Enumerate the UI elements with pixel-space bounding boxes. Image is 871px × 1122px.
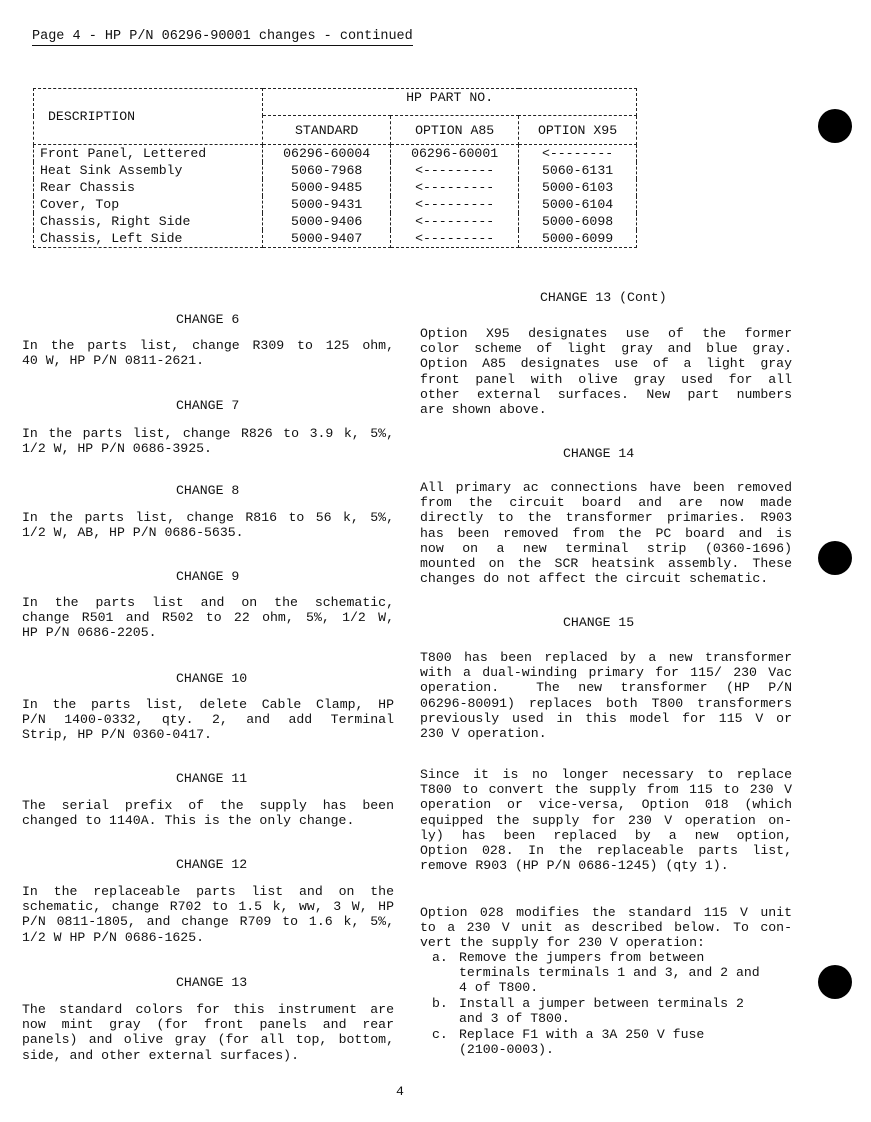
table-row <box>34 230 637 248</box>
cell-x95: 5000-6099 <box>519 230 637 248</box>
text-line: T800 has been replaced by a new transformer <box>420 650 792 665</box>
cell-description: Cover, Top <box>34 196 263 213</box>
section-paragraph <box>420 767 792 873</box>
section-heading: CHANGE 9 <box>176 569 240 584</box>
cell-standard: 5060-7968 <box>263 162 391 179</box>
text-line: to a 230 V unit as described below. To con- <box>420 920 792 936</box>
text-line: Option X95 designates use of the former <box>420 326 792 341</box>
cell-standard: 5000-9485 <box>263 179 391 196</box>
text-line: ly) has been replaced by a new option, <box>420 827 792 843</box>
cell-a85: <--------- <box>391 196 519 213</box>
step-letter: c. <box>432 1027 448 1042</box>
section-heading: CHANGE 15 <box>563 615 635 630</box>
text-line: directly to the transformer primaries. R903 <box>420 510 792 526</box>
section-paragraph <box>420 650 792 741</box>
text-line: 06296-80091) replaces both T800 transformers <box>420 695 792 711</box>
text-line: Option 028 modifies the standard 115 V unit <box>420 905 792 920</box>
text-line: side, and other external surfaces). <box>22 1047 299 1063</box>
col-group: HP PART NO. <box>263 89 637 116</box>
text-line: In the parts list, change R826 to 3.9 k, 5%, <box>22 426 394 441</box>
page-number: 4 <box>396 1084 404 1099</box>
cell-description: Chassis, Left Side <box>34 230 263 248</box>
section-heading: CHANGE 13 (Cont) <box>540 290 667 305</box>
text-line: In the parts list, change R816 to 56 k, 5%, <box>22 510 394 525</box>
cell-x95: 5060-6131 <box>519 162 637 179</box>
section-heading: CHANGE 6 <box>176 312 240 327</box>
step-text <box>459 996 779 1026</box>
text-line: In the replaceable parts list and on the <box>22 884 394 899</box>
col-standard: STANDARD <box>263 116 391 145</box>
section-heading: CHANGE 13 <box>176 975 248 990</box>
section-paragraph <box>22 510 394 540</box>
text-line: Install a jumper between terminals 2 <box>459 996 744 1012</box>
text-line: Strip, HP P/N 0360-0417. <box>22 727 212 743</box>
section-paragraph <box>22 595 394 641</box>
text-line: 230 V operation. <box>420 726 547 742</box>
cell-description: Rear Chassis <box>34 179 263 196</box>
text-line: other external surfaces. New part numbers <box>420 386 792 402</box>
text-line: HP P/N 0686-2205. <box>22 625 157 641</box>
text-line: 4 of T800. <box>459 980 539 996</box>
step-text <box>459 950 779 996</box>
table-row <box>34 213 637 230</box>
text-line: from the circuit board and are now made <box>420 495 792 511</box>
cell-description: Front Panel, Lettered <box>34 145 263 163</box>
binder-hole <box>818 541 852 575</box>
text-line: P/N 0811-1805, and change R709 to 1.6 k, 5%, <box>22 914 394 930</box>
text-line: All primary ac connections have been removed <box>420 480 792 495</box>
cell-x95: 5000-6104 <box>519 196 637 213</box>
cell-description: Chassis, Right Side <box>34 213 263 230</box>
cell-standard: 5000-9406 <box>263 213 391 230</box>
text-line: now on a new terminal strip (0360-1696) <box>420 540 792 556</box>
text-line: Since it is no longer necessary to replace <box>420 767 792 782</box>
text-line: Option 028. In the replaceable parts list, <box>420 843 792 859</box>
section-heading: CHANGE 14 <box>563 446 635 461</box>
text-line: vert the supply for 230 V operation: <box>420 935 705 951</box>
text-line: has been removed from the PC board and is <box>420 525 792 541</box>
text-line: T800 to convert the supply from 115 to 230 V <box>420 782 792 798</box>
section-heading: CHANGE 7 <box>176 398 240 413</box>
col-a85: OPTION A85 <box>391 116 519 145</box>
text-line: previously used in this model for 115 V or <box>420 710 792 726</box>
cell-a85: <--------- <box>391 230 519 248</box>
text-line: (2100-0003). <box>459 1042 554 1058</box>
cell-a85: <--------- <box>391 162 519 179</box>
section-paragraph <box>22 697 394 743</box>
text-line: front panel with olive gray used for all <box>420 371 792 387</box>
text-line: panels) and olive gray (for all top, bottom, <box>22 1032 394 1048</box>
text-line: color scheme of light gray and blue gray. <box>420 341 792 357</box>
text-line: Option A85 designates use of a light gray <box>420 356 792 372</box>
text-line: 1/2 W, HP P/N 0686-3925. <box>22 441 212 457</box>
text-line: schematic, change R702 to 1.5 k, ww, 3 W, HP <box>22 899 394 915</box>
binder-hole <box>818 965 852 999</box>
text-line: and 3 of T800. <box>459 1011 570 1027</box>
text-line: equipped the supply for 230 V operation on- <box>420 812 792 828</box>
text-line: Remove the jumpers from between <box>459 950 705 965</box>
text-line: In the parts list and on the schematic, <box>22 595 394 610</box>
text-line: change R501 and R502 to 22 ohm, 5%, 1/2 W, <box>22 610 394 626</box>
text-line: 1/2 W HP P/N 0686-1625. <box>22 929 205 945</box>
section-heading: CHANGE 10 <box>176 671 248 686</box>
cell-x95: 5000-6098 <box>519 213 637 230</box>
section-paragraph <box>22 338 394 368</box>
cell-description: Heat Sink Assembly <box>34 162 263 179</box>
col-x95: OPTION X95 <box>519 116 637 145</box>
cell-a85: <--------- <box>391 213 519 230</box>
text-line: 40 W, HP P/N 0811-2621. <box>22 353 205 369</box>
table-row <box>34 179 637 196</box>
section-paragraph <box>22 798 394 828</box>
cell-standard: 5000-9407 <box>263 230 391 248</box>
text-line: Replace F1 with a 3A 250 V fuse <box>459 1027 705 1042</box>
text-line: The standard colors for this instrument are <box>22 1002 394 1017</box>
cell-standard: 5000-9431 <box>263 196 391 213</box>
text-line: are shown above. <box>420 402 547 418</box>
text-line: terminals terminals 1 and 3, and 2 and <box>459 965 760 981</box>
cell-a85: <--------- <box>391 179 519 196</box>
table-row <box>34 145 637 163</box>
step-letter: b. <box>432 996 448 1012</box>
section-paragraph <box>22 884 394 945</box>
table-row <box>34 162 637 179</box>
step-text <box>459 1027 779 1057</box>
section-heading: CHANGE 11 <box>176 771 248 786</box>
page-header: Page 4 - HP P/N 06296-90001 changes - continued <box>32 29 413 44</box>
text-line: 1/2 W, AB, HP P/N 0686-5635. <box>22 525 244 541</box>
text-line: operation or vice-versa, Option 018 (which <box>420 797 792 813</box>
cell-standard: 06296-60004 <box>263 145 391 163</box>
text-line: In the parts list, change R309 to 125 ohm, <box>22 338 394 353</box>
col-description: DESCRIPTION <box>34 89 263 145</box>
section-heading: CHANGE 12 <box>176 857 248 872</box>
text-line: mounted on the SCR heatsink assembly. These <box>420 556 792 572</box>
cell-a85: 06296-60001 <box>391 145 519 163</box>
section-paragraph <box>420 326 792 417</box>
text-line: The serial prefix of the supply has been <box>22 798 394 813</box>
step-letter: a. <box>432 950 448 965</box>
table-row <box>34 196 637 213</box>
text-line: changes do not affect the circuit schematic. <box>420 571 769 587</box>
section-paragraph <box>420 905 792 951</box>
section-heading: CHANGE 8 <box>176 483 240 498</box>
text-line: P/N 1400-0332, qty. 2, and add Terminal <box>22 712 394 728</box>
text-line: now mint gray (for front panels and rear <box>22 1017 394 1033</box>
text-line: changed to 1140A. This is the only change. <box>22 813 355 829</box>
section-paragraph <box>22 1002 394 1063</box>
section-paragraph <box>22 426 394 456</box>
binder-hole <box>818 109 852 143</box>
text-line: operation. The new transformer (HP P/N <box>420 680 792 696</box>
cell-x95: <-------- <box>519 145 637 163</box>
parts-table <box>33 88 637 248</box>
text-line: remove R903 (HP P/N 0686-1245) (qty 1). <box>420 858 729 874</box>
text-line: with a dual-winding primary for 115/ 230 Vac <box>420 665 792 681</box>
section-paragraph <box>420 480 792 586</box>
text-line: In the parts list, delete Cable Clamp, HP <box>22 697 394 712</box>
cell-x95: 5000-6103 <box>519 179 637 196</box>
